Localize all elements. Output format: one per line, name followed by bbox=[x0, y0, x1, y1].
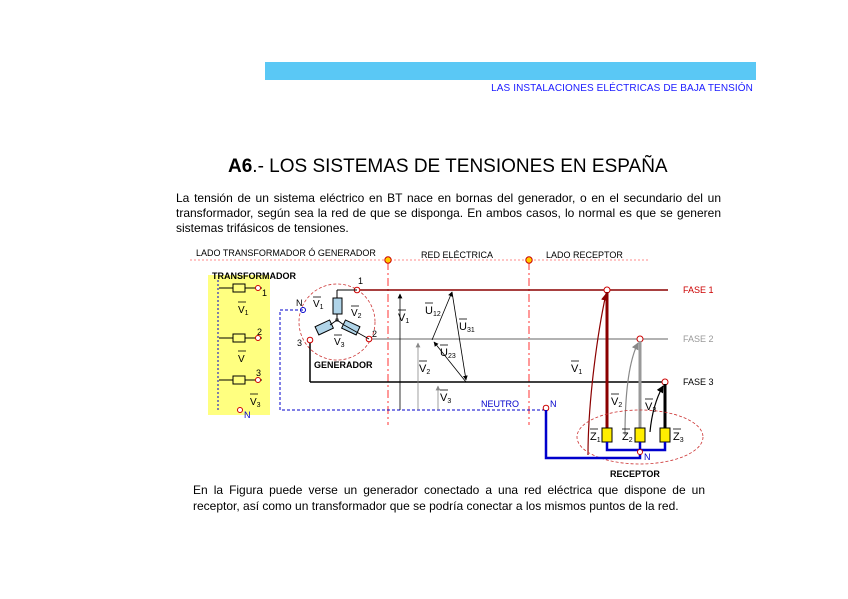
rec-v3-label: V3 bbox=[645, 401, 657, 414]
phase-2-label: FASE 2 bbox=[683, 334, 714, 344]
label-red-electrica: RED ELÉCTRICA bbox=[421, 250, 494, 260]
transformer-block bbox=[208, 271, 296, 420]
section-header: LAS INSTALACIONES ELÉCTRICAS DE BAJA TENSIÓN bbox=[491, 83, 753, 94]
tr-v2: V bbox=[238, 354, 245, 365]
tr-terminal-1: 1 bbox=[262, 288, 268, 298]
outro-paragraph: En la Figura puede verse un generador conectado a una red eléctrica que dispone de un receptor, así como un transformador que se podría conectar a los mismos puntos de la red. bbox=[193, 483, 705, 513]
generator-label: GENERADOR bbox=[314, 360, 373, 370]
gen-terminal-2: 2 bbox=[372, 329, 378, 339]
z2-label: Z2 bbox=[622, 431, 633, 444]
tr-terminal-3: 3 bbox=[256, 368, 262, 378]
gen-v2: $V_2$ bbox=[351, 308, 362, 320]
impedances bbox=[590, 428, 684, 444]
net-u31: U31 bbox=[459, 321, 475, 334]
z1-label: Z1 bbox=[590, 431, 601, 444]
label-lado-receptor: LADO RECEPTOR bbox=[546, 250, 623, 260]
rec-v2-label: V2 bbox=[611, 396, 623, 409]
label-left-side: LADO TRANSFORMADOR Ó GENERADOR bbox=[196, 248, 376, 258]
net-v3: V3 bbox=[440, 392, 452, 405]
rec-neutral-n: N bbox=[644, 452, 651, 462]
gen-v1: $V_1$ bbox=[313, 299, 324, 311]
gen-terminal-1: 1 bbox=[358, 276, 364, 286]
net-v2: V2 bbox=[419, 363, 431, 376]
net-u23: U23 bbox=[440, 347, 456, 360]
receptor-label: RECEPTOR bbox=[610, 469, 660, 479]
net-v1: V1 bbox=[398, 312, 410, 325]
z3-label: Z3 bbox=[673, 431, 684, 444]
phase-3-label: FASE 3 bbox=[683, 377, 714, 387]
tr-neutral-n: N bbox=[244, 410, 251, 420]
net-u12: U12 bbox=[425, 305, 441, 318]
intro-paragraph: La tensión de un sistema eléctrico en BT nace en bornas del generador, o en el secundario del un transformador, según sea la red de que se disponga. En ambos casos, lo normal es que se generen sistemas trifásicos de tensiones. bbox=[176, 191, 721, 235]
separator-left-dot bbox=[385, 257, 391, 263]
gen-terminal-3: 3 bbox=[297, 338, 303, 348]
tr-terminal-2: 2 bbox=[257, 327, 263, 337]
neutral-label: NEUTRO bbox=[481, 399, 519, 409]
tr-v1: $V_1$ bbox=[238, 305, 249, 317]
net-neutral-n: N bbox=[550, 399, 557, 409]
title-text: .- LOS SISTEMAS DE TENSIONES EN ESPAÑA bbox=[252, 156, 668, 177]
gen-v3: $V_3$ bbox=[334, 337, 345, 349]
transformer-label: TRANSFORMADOR bbox=[212, 271, 296, 281]
gen-neutral-n: N bbox=[296, 298, 303, 308]
tr-v3: $V_3$ bbox=[250, 397, 261, 409]
phase-1-label: FASE 1 bbox=[683, 285, 714, 295]
title-code: A6 bbox=[228, 156, 253, 177]
rec-v1-label: V1 bbox=[571, 363, 583, 376]
separator-right-dot bbox=[526, 257, 532, 263]
